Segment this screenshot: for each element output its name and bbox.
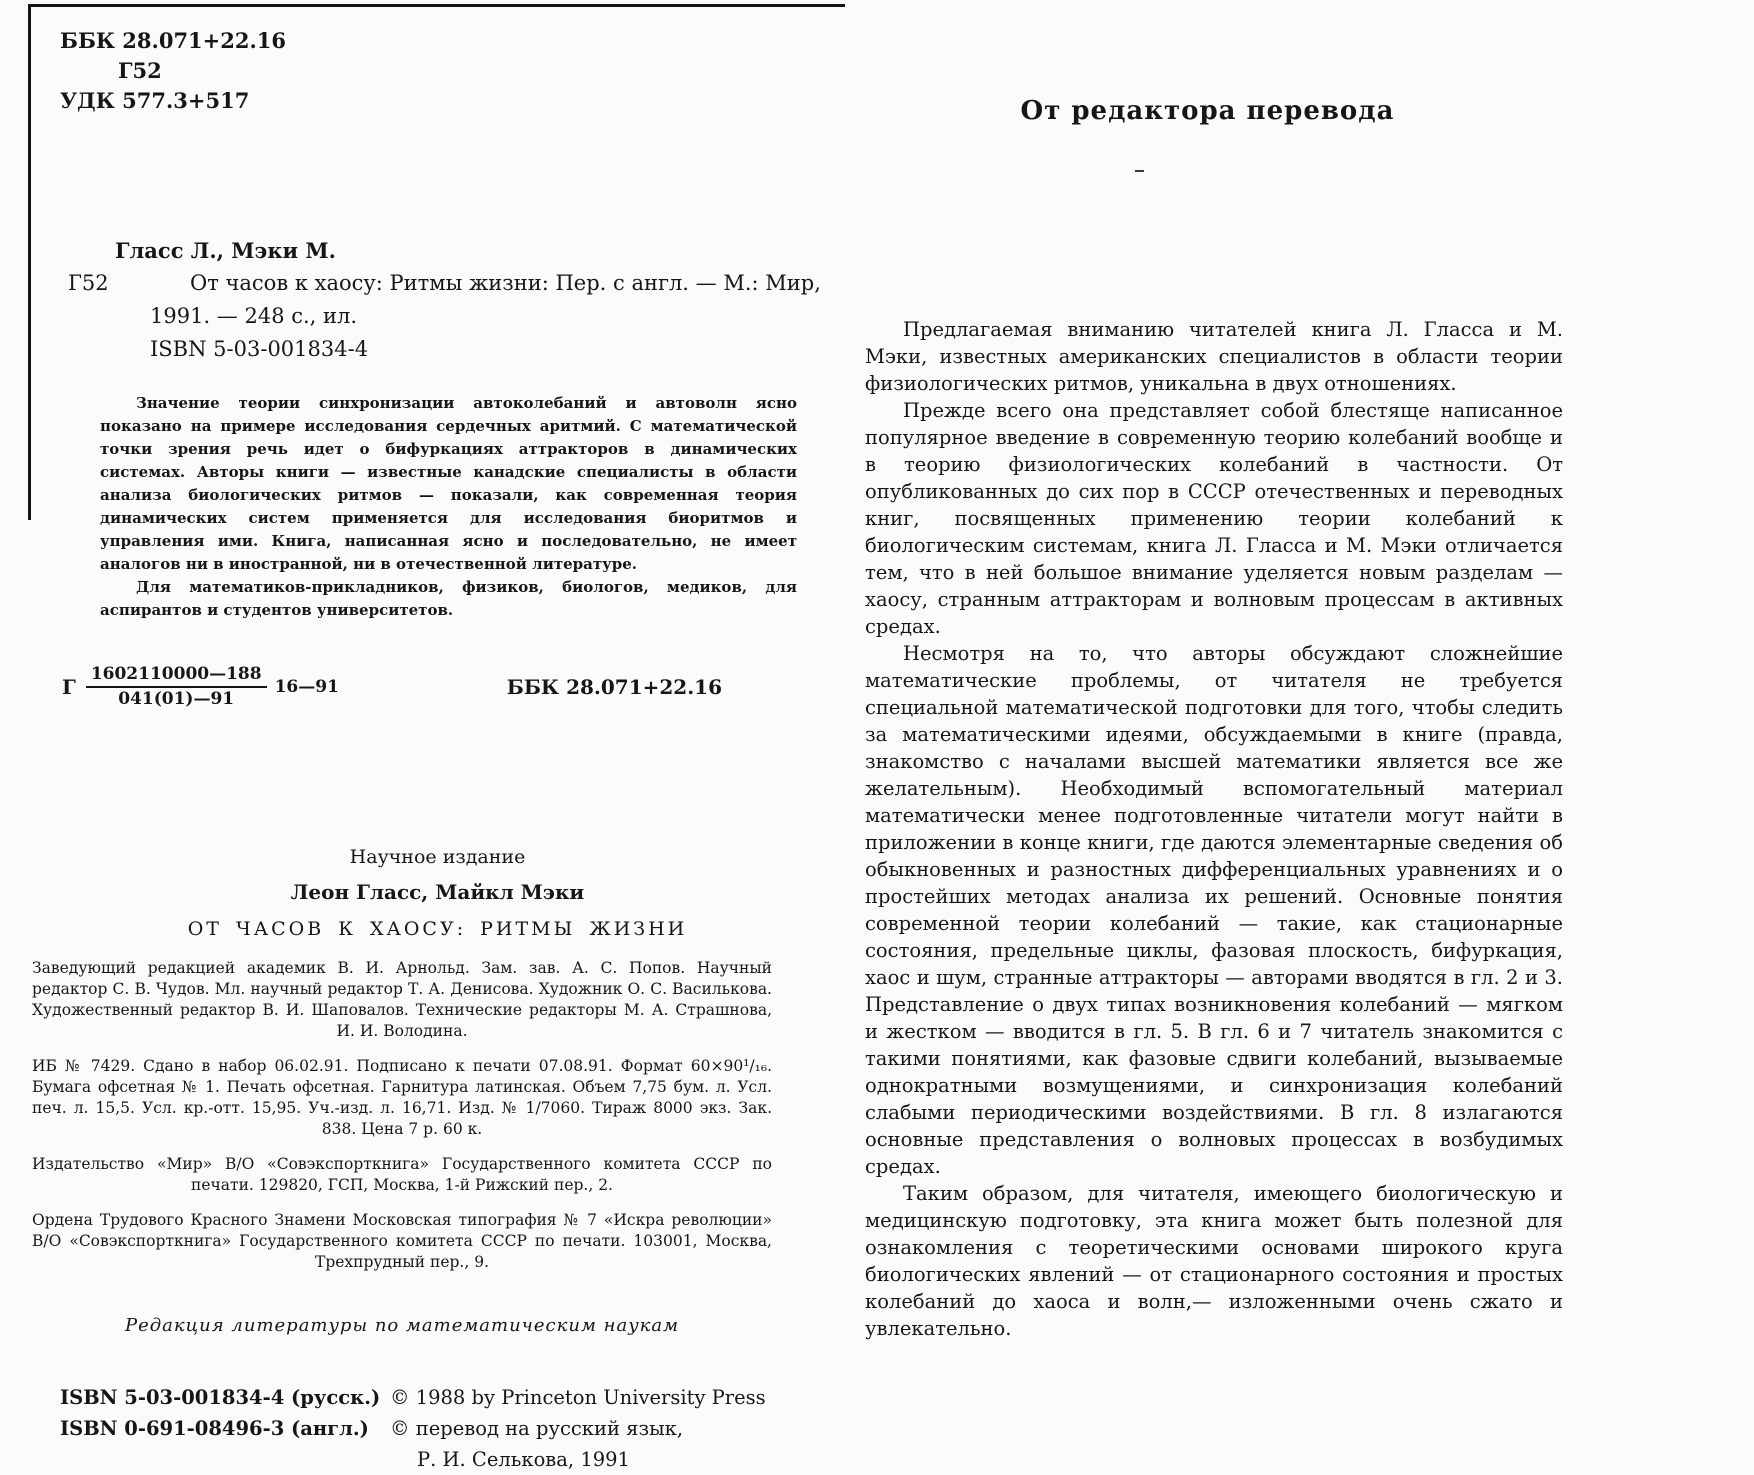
- copyright-column: [390, 1382, 766, 1475]
- annotation-block: [100, 392, 797, 622]
- publisher-paragraph: Издательство «Мир» В/О «Совэкспорткнига» Государственного комитета СССР по печати. 129820, ГСП, Москва, 1-й Рижский пер., 2.: [32, 1155, 772, 1194]
- annotation-paragraph-1: Значение теории синхронизации автоколебаний и автоволн ясно показано на примере исследования сердечных аритмий. С математической точки зрения речь идет о бифуркациях аттракторов в динамических системах. Авторы книги — известные канадские специалисты в области анализа биологических ритмов — показали, как современная теория динамических систем применяется для исследования биоритмов и управления ими. Книга, написанная ясно и последовательно, не имеет аналогов ни в иностранной, ни в отечественной литературе.: [100, 394, 797, 573]
- udk-line: УДК 577.3+517: [60, 88, 250, 113]
- catalog-number-row: [62, 664, 752, 710]
- isbn-column: [60, 1382, 390, 1475]
- preface-paragraph-2: Прежде всего она представляет собой блестяще написанное популярное введение в современную теорию колебаний вообще и в теорию физиологических колебаний в частности. От опубликованных до сих пор в СССР отечественных и переводных книг, посвященных применению теории колебаний к биологическим системам, книга Л. Гласса и М. Мэки отличается тем, что в ней большое внимание уделяется новым разделам — хаосу, странным аттракторам и волновым процессам в активных средах.: [865, 399, 1563, 638]
- copyright-press-line: © 1988 by Princeton University Press: [390, 1386, 766, 1409]
- annotation-paragraph-2: Для математиков-прикладников, физиков, биологов, медиков, для аспирантов и студентов университетов.: [100, 578, 797, 619]
- isbn-copyright-block: [60, 1382, 845, 1475]
- preface-title: От редактора перевода: [1020, 96, 1395, 126]
- preface-body: [865, 316, 1563, 1342]
- isbn-english-line: ISBN 0-691-08496-3 (англ.): [60, 1417, 369, 1440]
- imprint-page: [30, 0, 845, 1475]
- preface-paragraph-4: Таким образом, для читателя, имеющего биологическую и медицинскую подготовку, эта книга может быть полезной для ознакомления с теоретическими основами широкого круга биологических явлений — от стационарного состояния и простых колебаний до хаоса и волн,— изложенными очень сжато и увлекательно.: [865, 1182, 1563, 1340]
- edition-title-line: ОТ ЧАСОВ К ХАОСУ: РИТМЫ ЖИЗНИ: [187, 918, 688, 940]
- catalog-description: [150, 267, 845, 366]
- catalog-number-fraction: [86, 664, 267, 710]
- catalog-code: Г52: [68, 271, 109, 295]
- preface-paragraph-1: Предлагаемая вниманию читателей книга Л. Гласса и М. Мэки, известных американских специалистов в области теории физиологических ритмов, уникальна в двух отношениях.: [865, 318, 1563, 395]
- catalog-number-suffix: 16—91: [274, 677, 339, 697]
- edition-type-line: Научное издание: [349, 846, 526, 868]
- staff-credits-paragraph: Заведующий редакцией академик В. И. Арнольд. Зам. зав. А. С. Попов. Научный редактор С. В. Чудов. Мл. научный редактор Т. А. Денисова. Художник О. С. Василькова. Художественный редактор В. И. Шаповалов. Технические редакторы М. А. Страшнова, И. И. Володина.: [32, 959, 772, 1040]
- editorial-department-line: Редакция литературы по математическим наукам: [124, 1315, 680, 1336]
- bbk-g52-line: Г52: [118, 58, 162, 83]
- catalog-publication-line: 1991. — 248 с., ил.: [150, 304, 358, 328]
- bbk-repeat-line: ББК 28.071+22.16: [506, 675, 722, 699]
- fraction-numerator: 1602110000—188: [86, 664, 267, 688]
- print-info-paragraph: ИБ № 7429. Сдано в набор 06.02.91. Подписано к печати 07.08.91. Формат 60×90¹/₁₆. Бумага офсетная № 1. Печать офсетная. Гарнитура латинская. Объем 7,75 бум. л. Усл. печ. л. 15,5. Усл. кр.-отт. 15,95. Уч.-изд. л. 16,71. Изд. № 1/7060. Тираж 8000 экз. Зак. 838. Цена 7 р. 60 к.: [32, 1057, 772, 1138]
- catalog-number-letter: Г: [62, 675, 76, 699]
- bbk-header: [60, 26, 845, 116]
- title-dash-mark: [1135, 170, 1144, 172]
- catalog-title-line: От часов к хаосу: Ритмы жизни: Пер. с англ. — М.: Мир,: [190, 271, 821, 295]
- isbn-russian-line: ISBN 5-03-001834-4 (русск.): [60, 1386, 381, 1409]
- printing-house-paragraph: Ордена Трудового Красного Знамени Московская типография № 7 «Искра революции» В/О «Совэкспорткнига» Государственного комитета СССР по печати. 103001, Москва, Трехпрудный пер., 9.: [32, 1211, 772, 1271]
- edition-info: [30, 846, 845, 1336]
- bbk-code-line: ББК 28.071+22.16: [60, 28, 287, 53]
- preface-paragraph-3: Несмотря на то, что авторы обсуждают сложнейшие математические проблемы, от читателя не требуется специальной математической подготовки для того, чтобы следить за математическими идеями, обсуждаемыми в книге (правда, знакомство с началами высшей математики является все же желательным). Необходимый вспомогательный материал математически менее подготовленные читатели могут найти в приложении в конце книги, где даются элементарные сведения об обыкновенных и разностных дифференциальных уравнениях и о простейших методах анализа их решений. Основные понятия современной теории колебаний — такие, как стационарные состояния, предельные циклы, фазовая плоскость, бифуркация, хаос и шум, странные аттракторы — авторами вводятся в гл. 2 и 3. Представление о двух типах возникновения колебаний — мягком и жестком — вводится в гл. 5. В гл. 6 и 7 читатель знакомится с такими понятиями, как фазовые сдвиги колебаний, вызываемые однократными возмущениями, и синхронизация колебаний слабыми периодическими воздействиями. В гл. 8 излагаются основные представления о волновых процессах в возбудимых средах.: [865, 642, 1563, 1178]
- translator-preface-page: [855, 0, 1563, 1340]
- copyright-translation-line-1: © перевод на русский язык,: [390, 1417, 684, 1440]
- edition-authors-line: Леон Гласс, Майкл Мэки: [290, 880, 585, 904]
- catalog-isbn-line: ISBN 5-03-001834-4: [150, 337, 369, 361]
- fraction-denominator: 041(01)—91: [118, 689, 235, 709]
- catalog-card: [30, 234, 845, 366]
- catalog-authors-line: Гласс Л., Мэки М.: [115, 238, 336, 263]
- copyright-translation-line-2: Р. И. Селькова, 1991: [417, 1448, 630, 1471]
